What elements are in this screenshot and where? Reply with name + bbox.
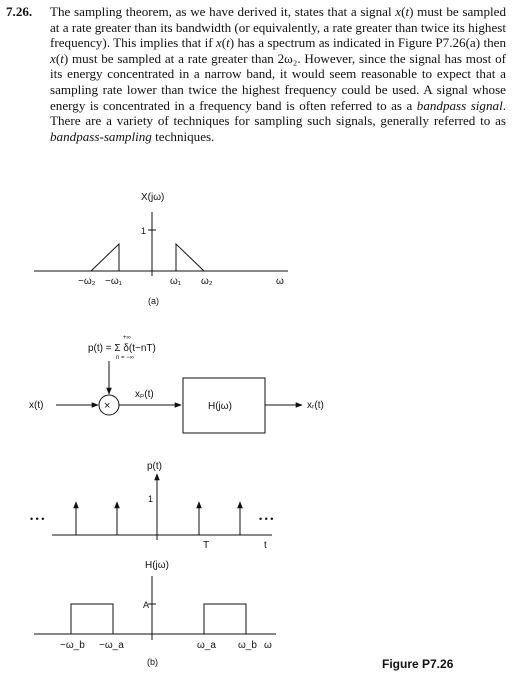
spectrum-label: X(jω) bbox=[141, 192, 165, 203]
positive-band-triangle bbox=[176, 244, 204, 271]
problem-text-run: The sampling theorem, as we have derived it, states that a signal bbox=[50, 4, 396, 19]
period-label: T bbox=[203, 540, 210, 551]
panel-label-b: (b) bbox=[147, 657, 158, 667]
impulse-train-label: p(t) bbox=[147, 461, 162, 472]
impulse-train-plot bbox=[30, 461, 273, 551]
problem-text-run: t bbox=[226, 35, 230, 51]
tick-omega1: ω₁ bbox=[170, 276, 182, 287]
input-signal-label: x(t) bbox=[29, 400, 44, 411]
multiplier-symbol: × bbox=[104, 400, 111, 412]
problem-text-run: t bbox=[60, 50, 64, 66]
time-axis-label: t bbox=[264, 540, 267, 551]
positive-passband bbox=[204, 604, 246, 634]
problem-text-run: techniques. bbox=[151, 128, 215, 144]
negative-band-triangle bbox=[91, 244, 119, 271]
sum-upper-limit: +∞ bbox=[123, 335, 131, 341]
tick-omega-b: ω_b bbox=[238, 640, 257, 651]
panel-label-a: (a) bbox=[148, 296, 159, 306]
bandpass-filter-plot bbox=[34, 560, 276, 667]
sampling-system-diagram bbox=[29, 335, 324, 433]
tick-neg-omega-b: −ω_b bbox=[60, 640, 85, 651]
filter-response-label: H(jω) bbox=[145, 560, 169, 571]
problem-text-run: ( bbox=[221, 35, 227, 51]
impulse-weight-label: 1 bbox=[148, 494, 154, 504]
problem-text-run: bandpass-sampling bbox=[50, 128, 152, 144]
sampled-signal-label: xₚ(t) bbox=[135, 389, 154, 400]
problem-text-run: . There are a variety of techniques for sampling such signals, generally referred to as bbox=[50, 97, 506, 129]
problem-text-run: ) has a spectrum as indicated in Figure P7.26(a) then bbox=[229, 35, 506, 51]
problem-number: 7.26. bbox=[6, 4, 33, 19]
problem-text-run: ( bbox=[401, 4, 406, 19]
tick-omega: ω bbox=[276, 276, 284, 287]
problem-text-run: bandpass signal bbox=[416, 97, 503, 113]
negative-passband bbox=[71, 604, 113, 634]
tick-omega2: ω₂ bbox=[201, 276, 213, 287]
problem-text-run: x bbox=[215, 35, 222, 51]
filter-label: H(jω) bbox=[208, 401, 232, 412]
sum-lower-limit: n = −∞ bbox=[116, 355, 134, 361]
filter-gain-label: A bbox=[143, 600, 150, 610]
problem-text-run: ) must be sampled at a rate greater than 2ω₂. However, since the signal has most of its energy concentrated in a narrow band, it would seem reasonable to expect that a sampling rate lower than twice the highest frequency could be used. A signal whose energy is concentrated in a frequency band is often referred to as a bbox=[50, 50, 506, 113]
problem-text-run: t bbox=[405, 4, 410, 19]
problem-text-run: x bbox=[395, 4, 402, 19]
tick-neg-omega1: −ω₁ bbox=[105, 276, 123, 287]
spectrum-peak-label: 1 bbox=[141, 226, 147, 236]
tick-omega-a: ω_a bbox=[197, 640, 216, 651]
tick-neg-omega2: −ω₂ bbox=[78, 276, 96, 287]
problem-text-run: ( bbox=[55, 50, 61, 66]
left-ellipsis: • • • bbox=[30, 514, 45, 524]
spectrum-plot bbox=[34, 192, 288, 306]
problem-text-run: x bbox=[50, 50, 56, 66]
right-ellipsis: • • • bbox=[259, 514, 274, 524]
tick-neg-omega-a: −ω_a bbox=[99, 640, 124, 651]
problem-text-run: ) must be sampled at a rate greater than its bandwidth (or equivalently, a rate greater than twice its highest frequency). This implies that if bbox=[50, 4, 507, 51]
figure-caption: Figure P7.26 bbox=[382, 657, 454, 671]
impulse-train-equation: p(t) = Σ δ(t−nT) bbox=[88, 343, 156, 354]
tick-omega-end: ω bbox=[264, 640, 272, 651]
output-signal-label: xᵣ(t) bbox=[307, 400, 324, 411]
